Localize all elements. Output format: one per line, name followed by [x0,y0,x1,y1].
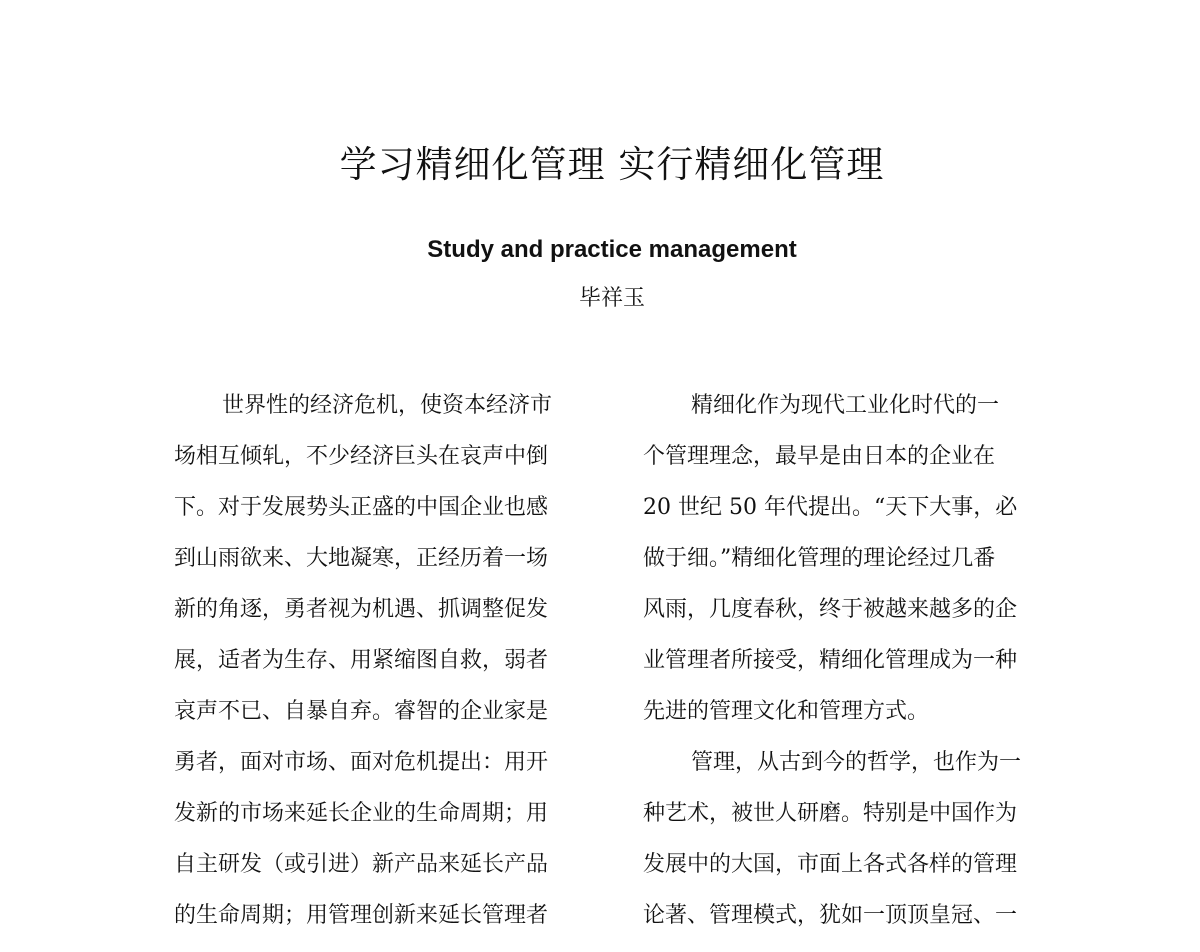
text-line: 勇者，面对市场、面对危机提出：用开 [174,750,549,775]
text-line: 种艺术，被世人研磨。特别是中国作为 [643,801,1018,826]
left-column [174,380,584,941]
text-line: 哀声不已、自暴自弃。睿智的企业家是 [174,699,549,724]
text-line: 场相互倾轧，不少经济巨头在哀声中倒 [174,444,549,469]
text-line: 世界性的经济危机，使资本经济市 [222,393,553,418]
paper-title-english: Study and practice management [427,236,797,263]
text-line: 的生命周期；用管理创新来延长管理者 [174,903,549,928]
text-line: 下。对于发展势头正盛的中国企业也感 [174,495,549,520]
text-line: 个管理理念，最早是由日本的企业在 [643,444,996,469]
text-line: 做于细。”精细化管理的理论经过几番 [643,546,996,571]
text-line: 业管理者所接受，精细化管理成为一种 [643,648,1018,673]
text-line: 发展中的大国，市面上各式各样的管理 [643,852,1018,877]
right-paragraph-2 [643,737,1053,941]
text-line: 发新的市场来延长企业的生命周期；用 [174,801,549,826]
paper-title-chinese: 学习精细化管理 实行精细化管理 [339,143,885,186]
left-paragraph-1 [174,380,584,941]
right-column [643,380,1053,941]
text-line: 自主研发（或引进）新产品来延长产品 [174,852,549,877]
text-line: 新的角逐，勇者视为机遇、抓调整促发 [174,597,549,622]
text-line: 到山雨欲来、大地凝寒，正经历着一场 [174,546,549,571]
text-line: 管理，从古到今的哲学，也作为一 [691,750,1022,775]
text-line: 论著、管理模式，犹如一顶顶皇冠、一 [643,903,1018,928]
text-line: 先进的管理文化和管理方式。 [643,699,930,724]
right-paragraph-1 [643,380,1053,737]
author-name: 毕祥玉 [578,286,645,311]
text-line: 风雨，几度春秋，终于被越来越多的企 [643,597,1018,622]
text-line: 精细化作为现代工业化时代的一 [691,393,1000,418]
text-line: 20 世纪 50 年代提出。“天下大事，必 [643,495,1018,520]
text-line: 展，适者为生存、用紧缩图自救，弱者 [174,648,549,673]
